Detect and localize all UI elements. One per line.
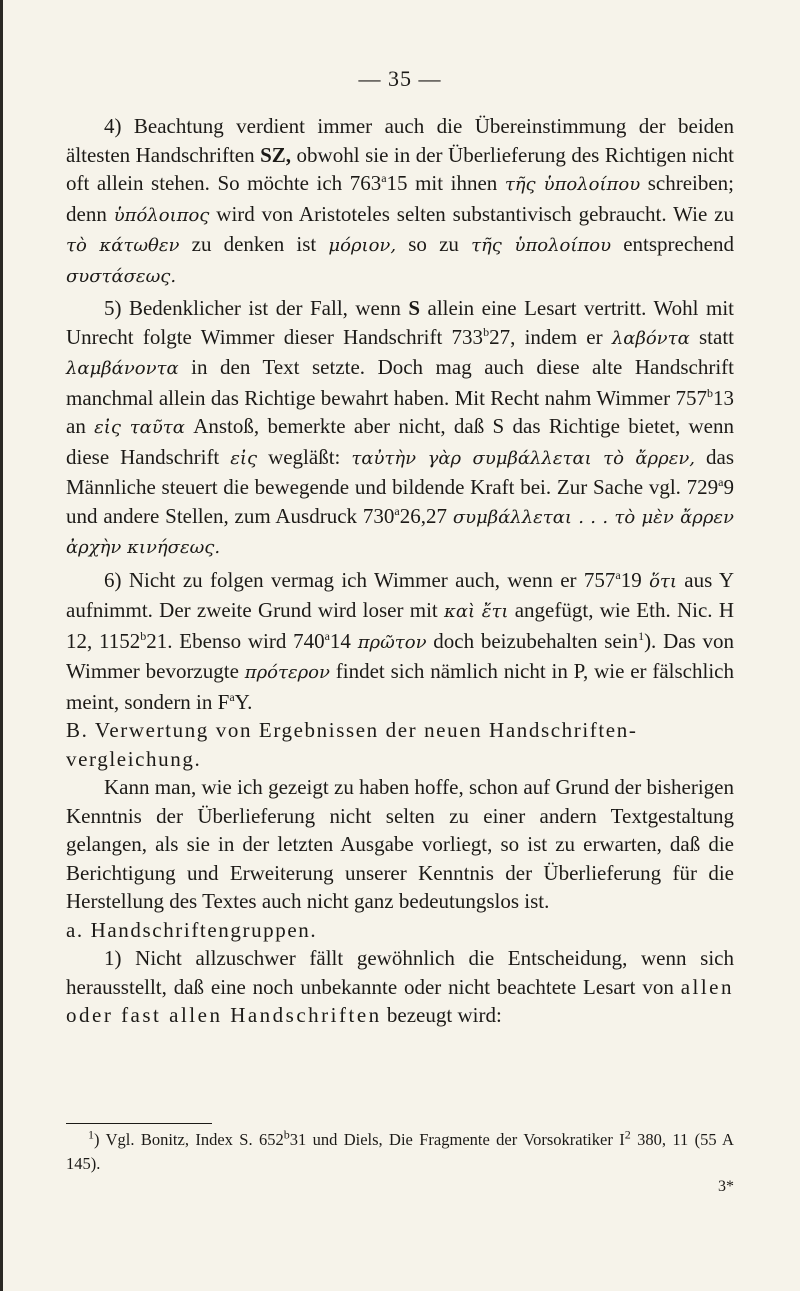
text-run: so zu <box>396 232 472 256</box>
text-run: 19 <box>620 567 650 592</box>
signature-mark: 3* <box>718 1178 734 1195</box>
greek-phrase: εἰς ταῦτα <box>94 417 185 438</box>
greek-phrase: ὅτι <box>649 570 677 592</box>
greek-phrase: πρῶτον <box>357 631 427 653</box>
page-number: — 35 — <box>358 66 442 91</box>
greek-phrase: λαβόντα <box>611 327 690 349</box>
text-run: 27, indem er <box>489 324 612 349</box>
body-text <box>66 112 734 1030</box>
footnote-reference[interactable]: 1 <box>638 628 645 643</box>
text-run: doch beizubehalten sein <box>426 628 639 653</box>
text-run: schreiben; denn <box>66 171 734 226</box>
paragraph-4 <box>66 112 734 291</box>
footnote-divider <box>66 1123 212 1124</box>
greek-phrase: ὑπόλοιπος <box>113 204 210 226</box>
greek-phrase: εἰς <box>230 447 258 469</box>
superscript: 2 <box>624 1127 631 1142</box>
greek-phrase: λαμβάνοντα <box>66 358 179 379</box>
text-run: aus Y aufnimmt. Der zweite Grund wird loser mit <box>66 567 735 622</box>
superscript: a <box>615 567 621 582</box>
text-run: Anstoß, bemerkte aber nicht, daß S das Richtige bietet, wenn diese Handschrift <box>66 414 734 469</box>
text-run: allein eine Lesart vertritt. Wohl mit Unrecht folgte Wimmer dieser Handschrift 733 <box>66 296 734 349</box>
footnotes <box>66 1128 734 1176</box>
text-run: in den Text setzte. Doch mag auch diese alte Handschrift manchmal allein das Richtige bewahrt haben. Mit Recht nahm Wimmer 757 <box>66 355 734 410</box>
greek-phrase: συστάσεως. <box>66 265 177 287</box>
section-heading-b <box>66 716 734 773</box>
greek-phrase: τῆς ὑπολοίπου <box>471 235 612 256</box>
heading-line: vergleichung. <box>66 746 202 771</box>
text-run: ) Vgl. Bonitz, Index S. 652 <box>94 1130 284 1149</box>
paragraph-6 <box>66 566 734 717</box>
superscript: b <box>483 324 490 339</box>
greek-phrase: ταὐτὴν γὰρ συμβάλλεται τὸ ἄρρεν, <box>351 447 696 469</box>
superscript: a <box>229 689 235 704</box>
text-run: 13 an <box>66 385 734 438</box>
greek-phrase: μόριον, <box>328 235 397 256</box>
text-run: obwohl sie in der Überlieferung des Richtigen nicht oft allein stehen. So möchte ich 763 <box>66 142 734 195</box>
page-edge-shadow <box>0 0 3 1291</box>
greek-phrase: συμβάλλεται . . . τὸ μὲν ἄρρεν ἀρχὴν κινήσεως. <box>66 506 734 558</box>
superscript: a <box>381 171 387 185</box>
text-run: 1) Nicht allzuschwer fällt gewöhnlich die Entscheidung, wenn sich herausstellt, daß eine noch unbekannte oder nicht beachtete Lesart von <box>66 946 734 999</box>
text-run: 9 und andere Stellen, zum Ausdruck 730 <box>66 475 734 528</box>
text-run: statt <box>689 324 734 349</box>
text-run: wird von Aristoteles selten substantivisch gebraucht. Wie zu <box>209 201 734 226</box>
text-run: zu denken ist <box>179 232 329 256</box>
text-run: 21. Ebenso wird 740 <box>146 628 325 653</box>
text-run: Y. <box>234 689 253 714</box>
text-run: 6) Nicht zu folgen vermag ich Wimmer auch, wenn er 757 <box>104 567 616 592</box>
superscript: b <box>283 1127 290 1142</box>
superscript: a <box>718 475 724 489</box>
greek-phrase: καὶ ἔτι <box>444 601 509 622</box>
superscript: a <box>324 628 330 643</box>
text-run: ). Das von Wimmer bevorzugte <box>66 628 734 683</box>
greek-phrase: τὸ κάτωθεν <box>66 235 180 256</box>
superscript: b <box>140 628 147 643</box>
footnote-mark: 1 <box>88 1127 94 1142</box>
superscript: a <box>394 503 400 518</box>
text-run: 5) Bedenklicher ist der Fall, wenn <box>104 296 409 320</box>
text-run: angefügt, wie Eth. Nic. H 12, 1152 <box>66 598 734 653</box>
manuscript-siglum: SZ, <box>260 142 292 167</box>
text-run: das Männliche steuert die bewegende und bildende Kraft bei. Zur Sache vgl. 729 <box>66 444 734 499</box>
text-run: findet sich nämlich nicht in P, wie er fälschlich meint, sondern in F <box>66 659 734 714</box>
text-run: bezeugt wird: <box>381 1003 502 1027</box>
text-run: 26,27 <box>399 503 453 528</box>
footnote-1 <box>66 1128 734 1176</box>
heading-line: B. Verwertung von Ergebnissen der neuen Handschriften- <box>66 718 638 742</box>
manuscript-siglum: S <box>408 296 421 320</box>
section-heading-a: a. Handschriftengruppen. <box>66 917 318 942</box>
greek-phrase: τῆς ὑπολοίπου <box>504 174 641 195</box>
paragraph-b: Kann man, wie ich gezeigt zu haben hoffe, schon auf Grund der bisherigen Kenntnis der Überlieferung nicht selten zu einer andern Textgestaltung gelangen, als sie in der letzten Ausgabe vorliegt, so ist zu erwarten, daß die Berichtigung und Erweiterung unserer Kenntnis der Überlieferung für die Herstellung des Textes auch nicht ganz bedeutungslos ist. <box>66 775 734 913</box>
text-run: 15 mit ihnen <box>386 171 505 195</box>
paragraph-5 <box>66 294 734 563</box>
text-run: 380, 11 (55 A 145). <box>66 1130 734 1173</box>
text-run: entsprechend <box>611 232 734 256</box>
text-run: 14 <box>329 628 358 653</box>
superscript: b <box>707 385 713 400</box>
emphasized-text: allen oder fast allen Handschriften <box>66 974 734 1027</box>
text-run: 31 und Diels, Die Fragmente der Vorsokratiker I <box>289 1130 625 1149</box>
greek-phrase: πρότερον <box>244 662 330 683</box>
text-run: 4) Beachtung verdient immer auch die Übereinstimmung der beiden ältesten Handschriften <box>66 114 734 167</box>
paragraph-a1 <box>66 944 734 1030</box>
text-run: wegläßt: <box>257 444 352 469</box>
